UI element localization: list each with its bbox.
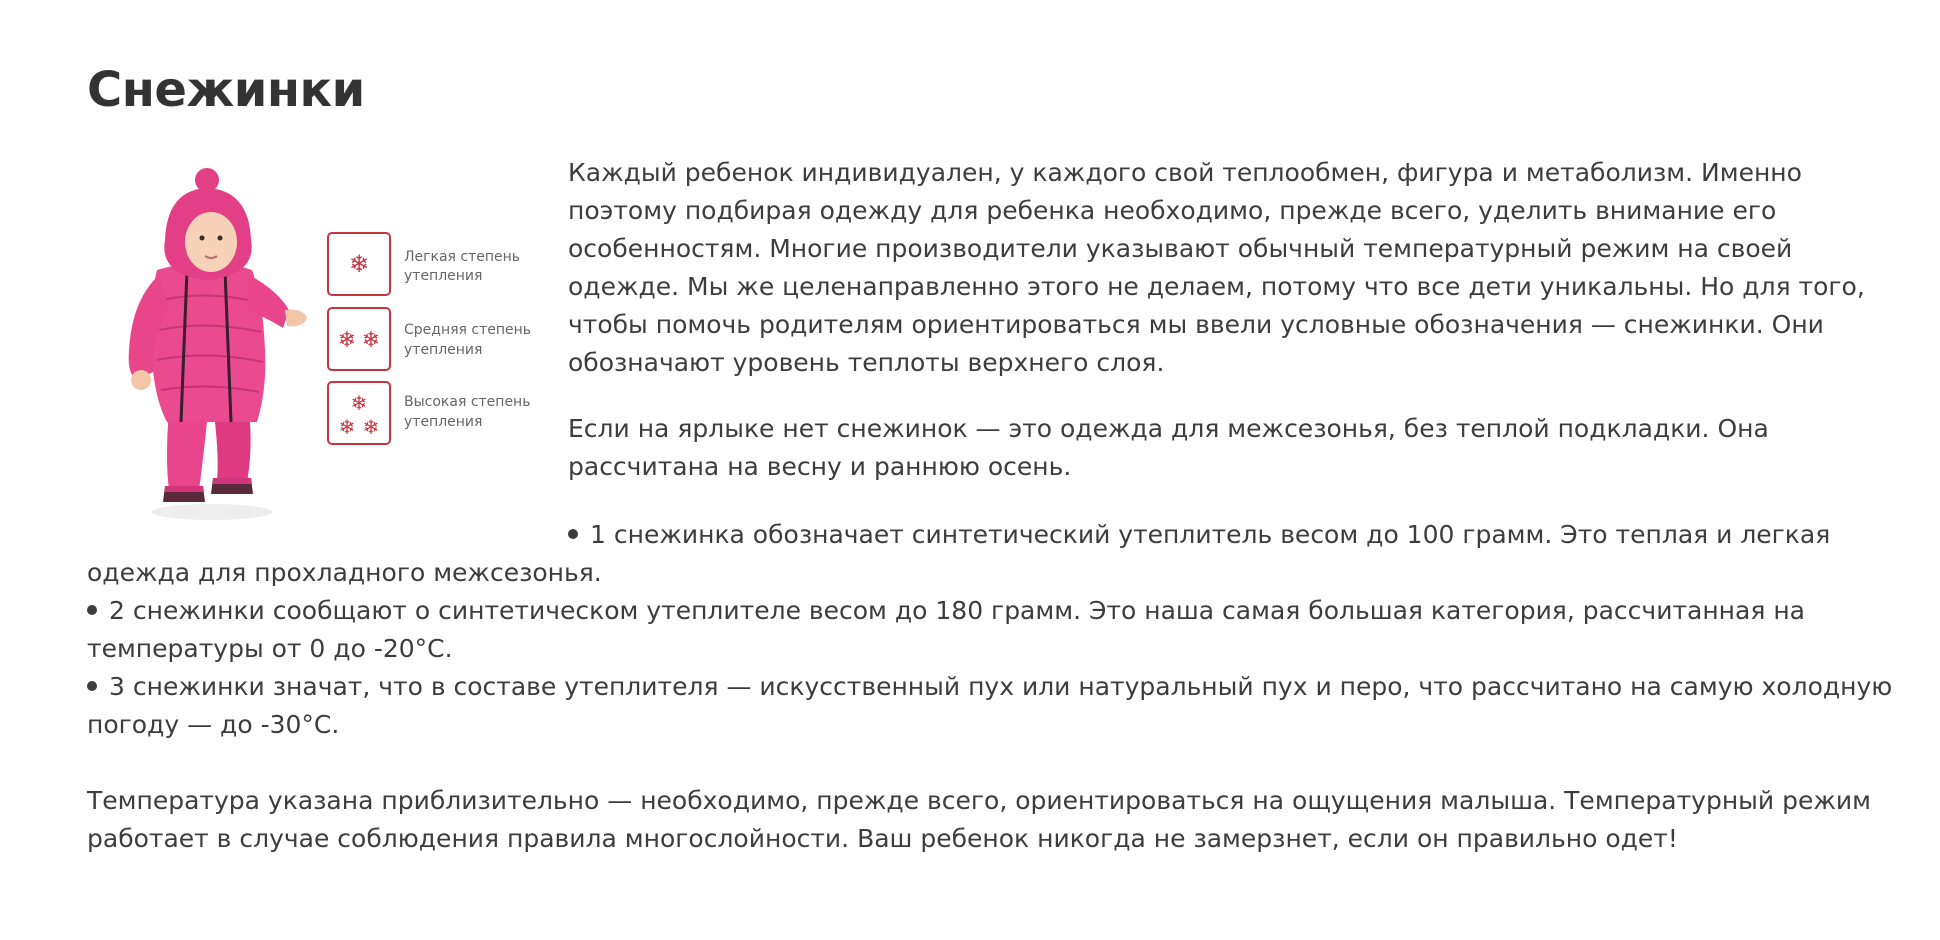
outro-text [87,782,1897,858]
snowflake-icon: ❄ [337,328,357,353]
snowflake-icon: ❄ [350,391,368,415]
snowflake-icon: ❄ [362,415,380,439]
snowflake-list [87,516,1897,744]
list-item: 2 снежинки сообщают о синтетическом утеплителе весом до 180 грамм. Это наша самая большая категория, рассчитанная на температуры от 0 до -20°С. [87,596,1805,663]
snowflake-legend-figure [107,160,597,530]
paragraph-outro: Температура указана приблизительно — необходимо, прежде всего, ориентироваться на ощущения малыша. Температурный режим работает в случае соблюдения правила многослойности. Ваш ребенок никогда не замерзнет, если он правильно одет! [87,786,1871,853]
list-item: 3 снежинки значат, что в составе утеплителя — искусственный пух или натуральный пух и перо, что рассчитано на самую холодную погоду — до -30°С. [87,672,1893,739]
snowflake-icon: ❄ [338,415,356,439]
child-snowsuit-illustration [107,160,597,530]
snowflake-icon: ❄ [361,328,381,353]
legend-high [328,382,530,444]
bullet-icon [87,605,97,615]
legend-light-line1: Легкая степень [404,249,521,265]
legend-high-line2: утепления [404,414,483,430]
legend-medium-line2: утепления [404,342,483,358]
legend-light [328,233,520,295]
intro-text [568,154,1888,514]
bullet-icon [87,681,97,691]
bullet-icon [568,529,578,539]
list-item: 1 снежинка обозначает синтетический утеплитель весом до 100 грамм. Это теплая и легкая одежда для прохладного межсезонья. [87,520,1831,587]
legend-medium-line1: Средняя степень [404,322,532,338]
legend-high-line1: Высокая степень [404,394,531,410]
paragraph-intro: Каждый ребенок индивидуален, у каждого свой теплообмен, фигура и метаболизм. Именно поэтому подбирая одежду для ребенка необходимо, прежде всего, уделить внимание его особенностям. Многие производители указывают обычный температурный режим на своей одежде. Мы же целенаправленно этого не делаем, потому что все дети уникальны. Но для того, чтобы помочь родителям ориентироваться мы ввели условные обозначения — снежинки. Они обозначают уровень теплоты верхнего слоя. [568,158,1865,377]
legend-light-line2: утепления [404,268,483,284]
paragraph-no-snowflakes: Если на ярлыке нет снежинок — это одежда для межсезонья, без теплой подкладки. Она рассчитана на весну и раннюю осень. [568,414,1769,481]
snowflake-icon: ❄ [348,250,370,278]
page-title: Снежинки [87,62,365,118]
legend-medium [328,308,531,370]
